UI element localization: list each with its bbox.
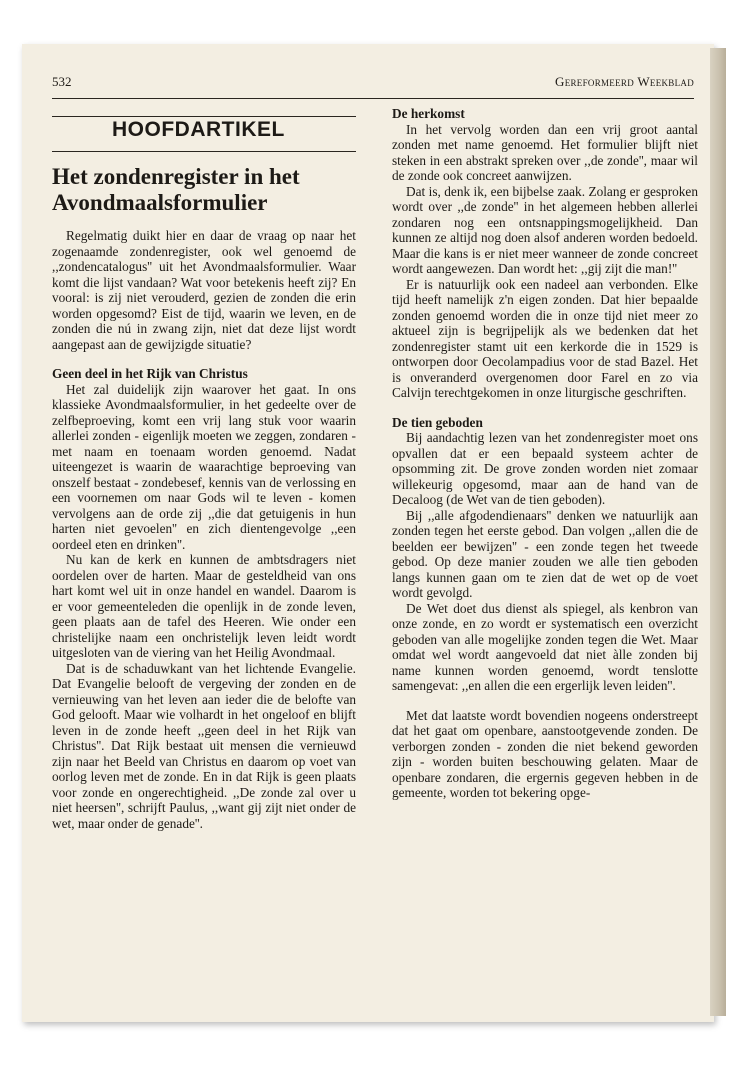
paragraph: Dat is, denk ik, een bijbelse zaak. Zolang er gesproken wordt over ,,de zonde'' in het algemeen hebben allerlei zondaren nog een ontsnappingsmogelijkheid. Dan kunnen ze altijd nog doen alsof anderen worden bedoeld. Maar die kans is er niet meer wanneer de zonde concreet wordt aangewezen. Dan wordt het: ,,gij zijt die man!'': [392, 183, 698, 276]
paragraph: In het vervolg worden dan een vrij groot aantal zonden met name genoemd. Het formulier blijft niet steken in een abstrakt spreken over ,,de zonde'', maar wil de zonde ook concreet aanwijzen.: [392, 121, 698, 183]
article-title: Het zondenregister in het Avondmaalsformulier: [52, 164, 300, 215]
banner-label: HOOFDARTIKEL: [112, 118, 285, 141]
paragraph: Met dat laatste wordt bovendien nogeens onderstreept dat het gaat om openbare, aanstootgevende zonden. De verborgen zonden - zonden die niet bekend geworden zijn - worden buiten beschouwing gelaten. Maar de openbare zondaren, die ergernis gegeven hebben in de gemeente, worden tot bekering opge-: [392, 707, 698, 800]
section-heading-herkomst: De herkomst: [392, 106, 465, 121]
intro-paragraph: Regelmatig duikt hier en daar de vraag op naar het zogenaamde zondenregister, ook wel genoemd de ,,zondencatalogus'' uit het Avondmaalsformulier. Waar komt die lijst vandaan? Wat voor betekenis heeft zij? En vooral: is zij niet verouderd, gezien de zonden die erin worden opgesomd? Eist de tijd, waarin we leven, en de zonden die nú in zwang zijn, niet dat deze lijst wordt aangepast aan de gewijzigde situatie?: [52, 228, 356, 352]
paragraph: Dat is de schaduwkant van het lichtende Evangelie. Dat Evangelie belooft de vergeving der zonden en de vernieuwing van het leven aan ieder die de belofte van God gelooft. Maar wie volhardt in het ongeloof en blijft leven in de zonde heeft ,,geen deel in het Rijk van Christus''. Dat Rijk bestaat uit mensen die vernieuwd zijn naar het Beeld van Christus en daarom op voet van oorlog leven met de zonde. En in dat Rijk is geen plaats voor zonde en ongerechtigheid. ,,De zonde zal over u niet heersen'', schrijft Paulus, ,,want gij zijt niet onder de wet, maar onder de genade''.: [52, 660, 356, 831]
left-column: [52, 106, 356, 831]
section-heading-tien-geboden: De tien geboden: [392, 414, 483, 430]
paragraph: Nu kan de kerk en kunnen de ambtsdragers niet oordelen over de harten. Maar de gesteldheid van ons hart komt wel uit in onze handel en wandel. Daarom is er voor gemeenteleden die openlijk in de zonde leven, geen plaats aan de tafel des Heeren. Wie onder een christelijke naam een onchristelijk leven leidt wordt uitgesloten van de viering van het Heilig Avondmaal.: [52, 552, 356, 660]
section-heading-rijk: Geen deel in het Rijk van Christus: [52, 366, 248, 381]
header-rule: [52, 98, 694, 99]
paragraph: Bij aandachtig lezen van het zondenregister moet ons opvallen dat er een bepaald systeem achter de opsomming zit. De grove zonden worden niet zomaar willekeurig opgesomd, maar aan de hand van de Decaloog (de Wet van de tien geboden).: [392, 430, 698, 507]
paragraph: Er is natuurlijk ook een nadeel aan verbonden. Elke tijd heeft namelijk z'n eigen zonden. Dat hier bepaalde zonden genoemd worden die in onze tijd niet meer zo aktueel zijn is begrijpelijk als we bedenken dat het zondenregister stamt uit een kerkorde die in 1529 is ontworpen door Oecolampadius voor de stad Bazel. Het is onveranderd overgenomen door Farel en zo via Calvijn terechtgekomen in onze liturgische geschriften.: [392, 276, 698, 400]
paragraph: De Wet doet dus dienst als spiegel, als kenbron van onze zonde, en zo wordt er systematisch een overzicht geboden van alle mogelijke zonden tegen die Wet. Maar omdat wel wordt aangevoeld dat niet àlle zonden bij name kunnen worden genoemd, wordt tenslotte samengevat: ,,en allen die een ergerlijk leven leiden''.: [392, 600, 698, 693]
section-banner: [52, 116, 356, 152]
journal-title: Gereformeerd Weekblad: [555, 74, 694, 89]
right-column: [392, 106, 698, 801]
page-number: 532: [52, 74, 72, 89]
paragraph: Het zal duidelijk zijn waarover het gaat. In ons klassieke Avondmaalsformulier, in het gedeelte over de zelfbeproeving, komt een vrij lang stuk voor waarin allerlei zonden - eigenlijk moeten we zeggen, zondaren - met naam en toenaam worden genoemd. Nadat uiteengezet is waarin de waarachtige beproeving van onszelf bestaat - zondebesef, kennis van de verlossing en een voornemen om naar Gods wil te leven - komen vervolgens aan de orde zij ,,die dat getuigenis in hun harten niet gevoelen'' en zich dientengevolge ,,een oordeel eten en drinken''.: [52, 381, 356, 552]
paragraph: Bij ,,alle afgodendienaars'' denken we natuurlijk aan zonden tegen het eerste gebod. Dan volgen ,,allen die de beelden eer bewijzen'' - een zonde tegen het tweede gebod. Op deze manier zouden we alle tien geboden langs kunnen gaan om te zien dat de wet op de voet wordt gevolgd.: [392, 507, 698, 600]
page-header: [52, 74, 694, 94]
page-edge: [710, 48, 726, 1016]
